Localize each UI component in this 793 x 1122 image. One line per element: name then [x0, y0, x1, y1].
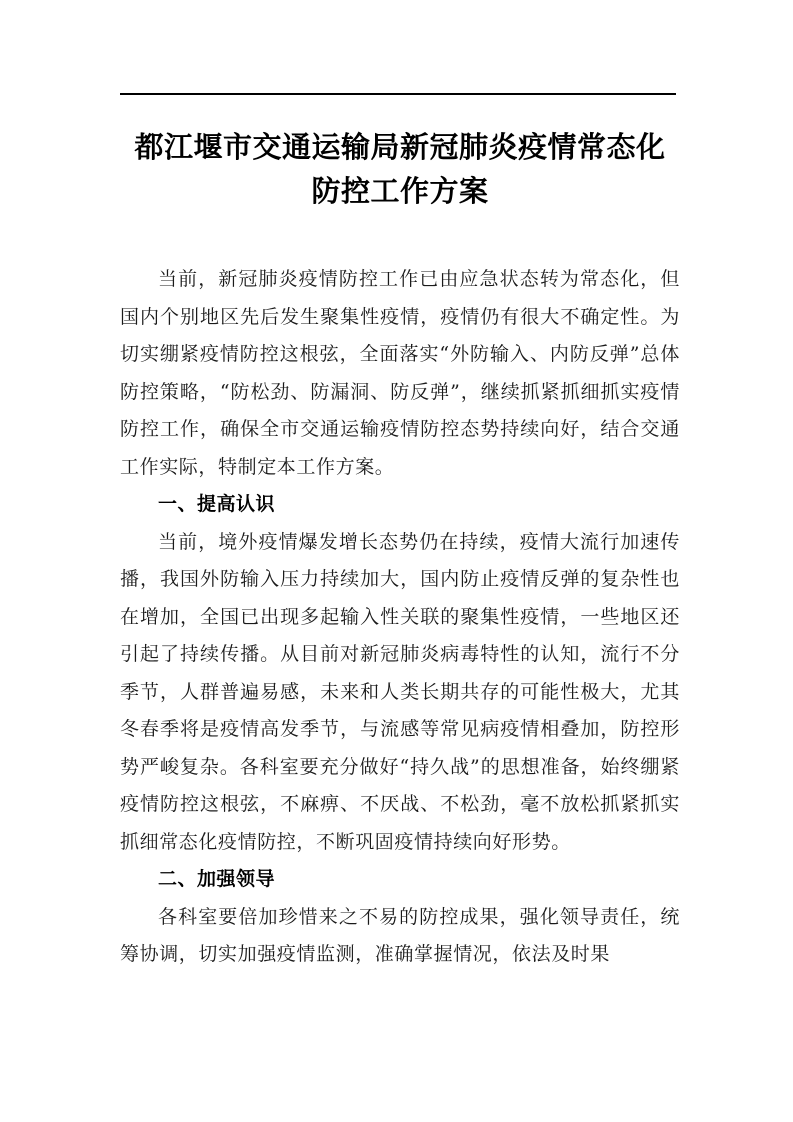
section-paragraph-2: 各科室要倍加珍惜来之不易的防控成果，强化领导责任，统筹协调，切实加强疫情监测，准确掌握情况，依法及时果	[120, 905, 680, 965]
section-paragraph-1: 当前，境外疫情爆发增长态势仍在持续，疫情大流行加速传播，我国外防输入压力持续加大，国内防止疫情反弹的复杂性也在增加，全国已出现多起输入性关联的聚集性疫情，一些地区还引起了持续传播。从目前对新冠肺炎病毒特性的认知，流行不分季节，人群普遍易感，未来和人类长期共存的可能性极大，尤其冬春季将是疫情高发季节，与流感等常见病疫情相叠加，防控形势严峻复杂。各科室要充分做好“持久战”的思想准备，始终绷紧疫情防控这根弦，不麻痹、不厌战、不松劲，毫不放松抓紧抓实抓细常态化疫情防控，不断巩固疫情持续向好形势。	[120, 530, 680, 853]
header-horizontal-rule	[120, 93, 676, 95]
document-body	[120, 125, 680, 974]
section-heading-1: 一、提高认识	[158, 493, 276, 515]
intro-paragraph: 当前，新冠肺炎疫情防控工作已由应急状态转为常态化，但国内个别地区先后发生聚集性疫情，疫情仍有很大不确定性。为切实绷紧疫情防控这根弦，全面落实“外防输入、内防反弹”总体防控策略，“防松劲、防漏洞、防反弹”，继续抓紧抓细抓实疫情防控工作，确保全市交通运输疫情防控态势持续向好，结合交通工作实际，特制定本工作方案。	[120, 268, 680, 478]
page-title	[120, 125, 680, 217]
page-title-line-1: 都江堰市交通运输局新冠肺炎疫情常态化	[134, 130, 666, 164]
page-title-line-2: 防控工作方案	[311, 174, 489, 208]
title-spacer	[120, 217, 680, 261]
section-heading-2: 二、加强领导	[158, 868, 276, 890]
